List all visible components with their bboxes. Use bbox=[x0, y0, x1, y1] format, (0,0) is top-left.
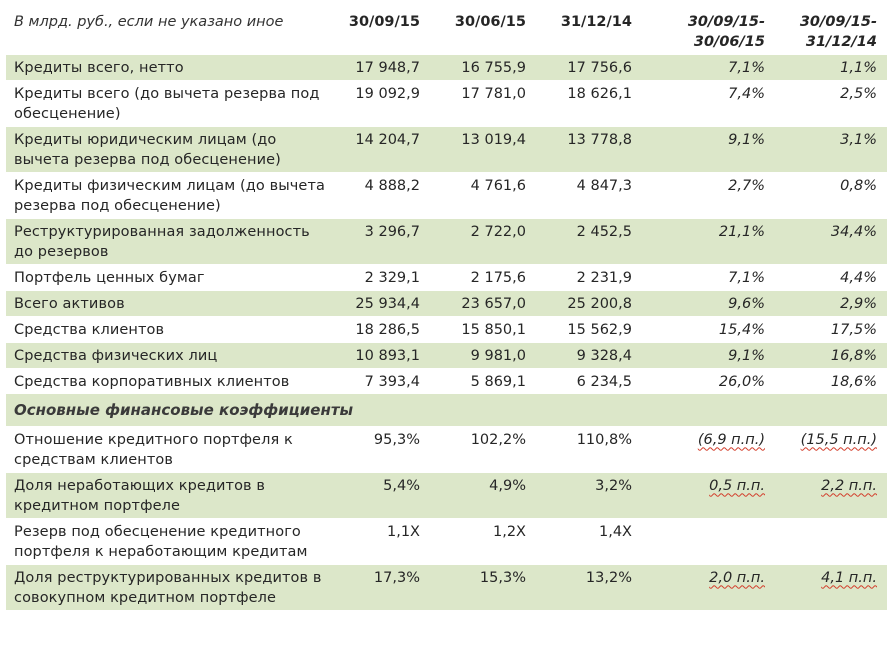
change-ytd: 2,5% bbox=[775, 80, 887, 126]
change-ytd: 34,4% bbox=[775, 218, 887, 264]
value-30-06-15: 2 722,0 bbox=[442, 218, 548, 264]
col-header-30-06-15: 30/06/15 bbox=[454, 14, 526, 30]
value-30-06-15: 15 850,1 bbox=[442, 316, 548, 342]
row-label: Средства физических лиц bbox=[6, 342, 326, 368]
row-label: Доля реструктурированных кредитов в совокупном кредитном портфеле bbox=[6, 564, 326, 610]
value-30-06-15: 4 761,6 bbox=[442, 172, 548, 218]
change-ytd: (15,5 п.п.) bbox=[775, 426, 887, 472]
value-31-12-14: 110,8% bbox=[548, 426, 654, 472]
change-ytd: 0,8% bbox=[775, 172, 887, 218]
value-30-06-15: 102,2% bbox=[442, 426, 548, 472]
value-30-06-15: 13 019,4 bbox=[442, 126, 548, 172]
table-row bbox=[6, 426, 887, 472]
value-30-09-15: 10 893,1 bbox=[326, 342, 442, 368]
financial-indicators-table bbox=[6, 6, 887, 610]
value-30-06-15: 4,9% bbox=[442, 472, 548, 518]
value-30-09-15: 19 092,9 bbox=[326, 80, 442, 126]
row-label: Кредиты физическим лицам (до вычета резерва под обесценение) bbox=[6, 172, 326, 218]
value-31-12-14: 13 778,8 bbox=[548, 126, 654, 172]
value-30-09-15: 4 888,2 bbox=[326, 172, 442, 218]
table-row bbox=[6, 368, 887, 394]
change-q: 9,1% bbox=[654, 126, 775, 172]
row-label: Всего активов bbox=[6, 290, 326, 316]
change-ytd: 2,9% bbox=[775, 290, 887, 316]
change-q: 2,0 п.п. bbox=[654, 564, 775, 610]
value-30-06-15: 5 869,1 bbox=[442, 368, 548, 394]
row-label: Доля неработающих кредитов в кредитном портфеле bbox=[6, 472, 326, 518]
value-30-09-15: 14 204,7 bbox=[326, 126, 442, 172]
table-row bbox=[6, 564, 887, 610]
section-header-row bbox=[6, 394, 887, 427]
value-31-12-14: 6 234,5 bbox=[548, 368, 654, 394]
change-q: 26,0% bbox=[654, 368, 775, 394]
change-q: 7,1% bbox=[654, 264, 775, 290]
row-label: Портфель ценных бумаг bbox=[6, 264, 326, 290]
change-q: 9,1% bbox=[654, 342, 775, 368]
value-31-12-14: 3,2% bbox=[548, 472, 654, 518]
row-label: Резерв под обесценение кредитного портфеля к неработающим кредитам bbox=[6, 518, 326, 564]
change-ytd bbox=[775, 518, 887, 564]
value-30-06-15: 1,2X bbox=[442, 518, 548, 564]
value-30-09-15: 2 329,1 bbox=[326, 264, 442, 290]
row-label: Кредиты всего, нетто bbox=[6, 54, 326, 80]
row-label: Реструктурированная задолженность до резервов bbox=[6, 218, 326, 264]
table-row bbox=[6, 54, 887, 80]
change-q bbox=[654, 518, 775, 564]
col-header-30-09-15: 30/09/15 bbox=[348, 14, 420, 30]
value-31-12-14: 17 756,6 bbox=[548, 54, 654, 80]
row-label: Средства клиентов bbox=[6, 316, 326, 342]
col-header-change-ytd: 30/09/15- 31/12/14 bbox=[799, 14, 877, 50]
value-31-12-14: 15 562,9 bbox=[548, 316, 654, 342]
value-30-09-15: 1,1X bbox=[326, 518, 442, 564]
change-q: 15,4% bbox=[654, 316, 775, 342]
change-ytd: 16,8% bbox=[775, 342, 887, 368]
value-30-06-15: 9 981,0 bbox=[442, 342, 548, 368]
value-31-12-14: 25 200,8 bbox=[548, 290, 654, 316]
value-31-12-14: 2 231,9 bbox=[548, 264, 654, 290]
value-31-12-14: 4 847,3 bbox=[548, 172, 654, 218]
change-q: 21,1% bbox=[654, 218, 775, 264]
col-header-31-12-14: 31/12/14 bbox=[560, 14, 632, 30]
section-title: Основные финансовые коэффициенты bbox=[6, 394, 887, 427]
change-ytd: 3,1% bbox=[775, 126, 887, 172]
change-ytd: 4,4% bbox=[775, 264, 887, 290]
row-label: Кредиты юридическим лицам (до вычета резерва под обесценение) bbox=[6, 126, 326, 172]
row-label: Отношение кредитного портфеля к средствам клиентов bbox=[6, 426, 326, 472]
change-q: 0,5 п.п. bbox=[654, 472, 775, 518]
table-row bbox=[6, 518, 887, 564]
row-label: Средства корпоративных клиентов bbox=[6, 368, 326, 394]
col-header-change-q: 30/09/15- 30/06/15 bbox=[687, 14, 765, 50]
value-31-12-14: 9 328,4 bbox=[548, 342, 654, 368]
change-ytd: 1,1% bbox=[775, 54, 887, 80]
value-30-09-15: 5,4% bbox=[326, 472, 442, 518]
table-row bbox=[6, 264, 887, 290]
row-label: Кредиты всего (до вычета резерва под обесценение) bbox=[6, 80, 326, 126]
value-30-09-15: 25 934,4 bbox=[326, 290, 442, 316]
table-row bbox=[6, 472, 887, 518]
change-q: 7,4% bbox=[654, 80, 775, 126]
unit-note: В млрд. руб., если не указано иное bbox=[14, 14, 284, 30]
table-row bbox=[6, 126, 887, 172]
change-q: 9,6% bbox=[654, 290, 775, 316]
table-row bbox=[6, 290, 887, 316]
value-30-06-15: 15,3% bbox=[442, 564, 548, 610]
change-ytd: 2,2 п.п. bbox=[775, 472, 887, 518]
table-row bbox=[6, 172, 887, 218]
value-31-12-14: 18 626,1 bbox=[548, 80, 654, 126]
value-31-12-14: 1,4X bbox=[548, 518, 654, 564]
table-header-row bbox=[6, 6, 887, 54]
value-30-09-15: 18 286,5 bbox=[326, 316, 442, 342]
value-30-09-15: 17,3% bbox=[326, 564, 442, 610]
value-30-06-15: 23 657,0 bbox=[442, 290, 548, 316]
change-q: 7,1% bbox=[654, 54, 775, 80]
change-q: (6,9 п.п.) bbox=[654, 426, 775, 472]
value-30-06-15: 2 175,6 bbox=[442, 264, 548, 290]
value-30-06-15: 17 781,0 bbox=[442, 80, 548, 126]
value-31-12-14: 2 452,5 bbox=[548, 218, 654, 264]
table-row bbox=[6, 218, 887, 264]
financial-table-page bbox=[0, 6, 895, 646]
table-row bbox=[6, 80, 887, 126]
value-30-09-15: 17 948,7 bbox=[326, 54, 442, 80]
value-30-09-15: 95,3% bbox=[326, 426, 442, 472]
indicators-body bbox=[6, 54, 887, 610]
change-ytd: 17,5% bbox=[775, 316, 887, 342]
table-row bbox=[6, 316, 887, 342]
table-row bbox=[6, 342, 887, 368]
value-30-06-15: 16 755,9 bbox=[442, 54, 548, 80]
value-31-12-14: 13,2% bbox=[548, 564, 654, 610]
value-30-09-15: 3 296,7 bbox=[326, 218, 442, 264]
change-ytd: 18,6% bbox=[775, 368, 887, 394]
change-q: 2,7% bbox=[654, 172, 775, 218]
value-30-09-15: 7 393,4 bbox=[326, 368, 442, 394]
change-ytd: 4,1 п.п. bbox=[775, 564, 887, 610]
